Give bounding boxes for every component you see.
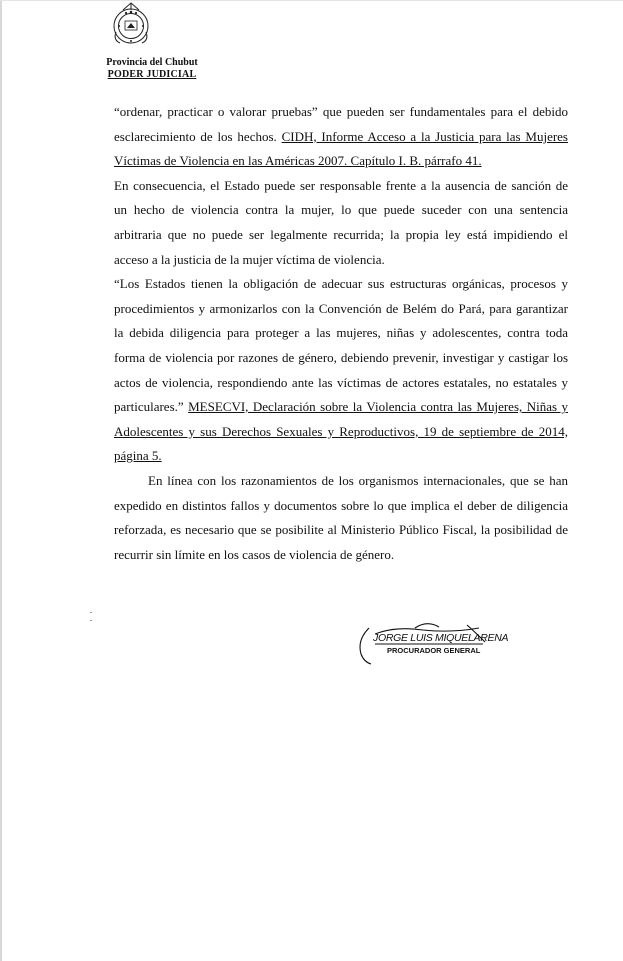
text-line	[114, 518, 568, 543]
text-line	[114, 223, 568, 248]
text-line	[114, 272, 568, 297]
body-text-run: forma de violencia por razones de género, debiendo prevenir, investigar y castigar los	[114, 349, 568, 365]
letterhead	[97, 57, 207, 81]
text-line	[114, 174, 568, 199]
text-line	[114, 100, 568, 125]
body-text-run: expedido en distintos fallos y documentos sobre lo que implica el deber de diligencia	[114, 497, 568, 513]
text-line	[114, 149, 568, 174]
citation-text: Víctimas de Violencia en las Américas 2007. Capítulo I. B. párrafo 41.	[114, 153, 482, 169]
body-text-run: “ordenar, practicar o valorar pruebas” que pueden ser fundamentales para el debido	[114, 104, 568, 119]
body-text-run: procedimientos y armonizarlos con la Convención de Belém do Pará, para garantizar	[114, 300, 568, 316]
signature-block	[355, 620, 509, 670]
citation-text: CIDH, Informe Acceso a la Justicia para las Mujeres	[281, 128, 568, 144]
page-edge-top	[0, 0, 623, 1]
text-line	[114, 420, 568, 445]
text-line	[114, 444, 568, 469]
scan-speck	[90, 620, 92, 621]
body-text-run: “Los Estados tienen la obligación de adecuar sus estructuras orgánicas, procesos y	[114, 276, 568, 292]
signatory-title: PROCURADOR GENERAL	[387, 646, 481, 655]
province-name: Provincia del Chubut	[106, 57, 198, 68]
handwritten-signature-icon	[355, 620, 495, 670]
body-text-run: recurrir sin límite en los casos de violencia de género.	[114, 546, 395, 562]
citation-text: página 5.	[114, 448, 162, 464]
page-edge-left	[0, 0, 2, 961]
body-text-run: particulares.”	[114, 399, 189, 415]
body-text-run: En línea con los razonamientos de los organismos internacionales, que se han	[148, 472, 568, 488]
text-line	[114, 543, 568, 568]
body-text-run: actos de violencia, respondiendo ante las víctimas de actores estatales, no estatales y	[114, 374, 568, 390]
text-line	[114, 297, 568, 322]
body-text-run: En consecuencia, el Estado puede ser responsable frente a la ausencia de sanción de	[114, 177, 568, 193]
body-text-run: la debida diligencia para proteger a las mujeres, niñas y adolescentes, contra toda	[114, 325, 568, 341]
body-text-run: esclarecimiento de los hechos.	[114, 128, 282, 144]
citation-text: MESECVI, Declaración sobre la Violencia contra las Mujeres, Niñas y	[188, 399, 569, 415]
judicial-branch: PODER JUDICIAL	[107, 69, 197, 80]
text-line	[114, 125, 568, 150]
text-line	[114, 395, 568, 420]
text-line	[114, 346, 568, 371]
signatory-name: JORGE LUIS MIQUELARENA	[373, 632, 509, 644]
text-line	[114, 469, 568, 494]
text-line	[114, 371, 568, 396]
text-line	[114, 321, 568, 346]
document-body	[114, 100, 568, 567]
scan-speck	[90, 612, 92, 613]
body-text-run: acceso a la justicia de la mujer víctima de violencia.	[114, 251, 385, 267]
citation-text: Adolescentes y sus Derechos Sexuales y Reproductivos, 19 de septiembre de 2014,	[114, 423, 568, 439]
text-line	[114, 248, 568, 273]
provincial-seal-icon	[110, 2, 152, 46]
text-line	[114, 494, 568, 519]
body-text-run: arbitraria que no puede ser legalmente recurrida; la propia ley está impidiendo el	[114, 226, 568, 242]
text-line	[114, 198, 568, 223]
body-text-run: un hecho de violencia contra la mujer, lo que puede suceder con una sentencia	[114, 202, 568, 218]
body-text-run: reforzada, es necesario que se posibilite al Ministerio Público Fiscal, la posibilidad de	[114, 522, 568, 538]
